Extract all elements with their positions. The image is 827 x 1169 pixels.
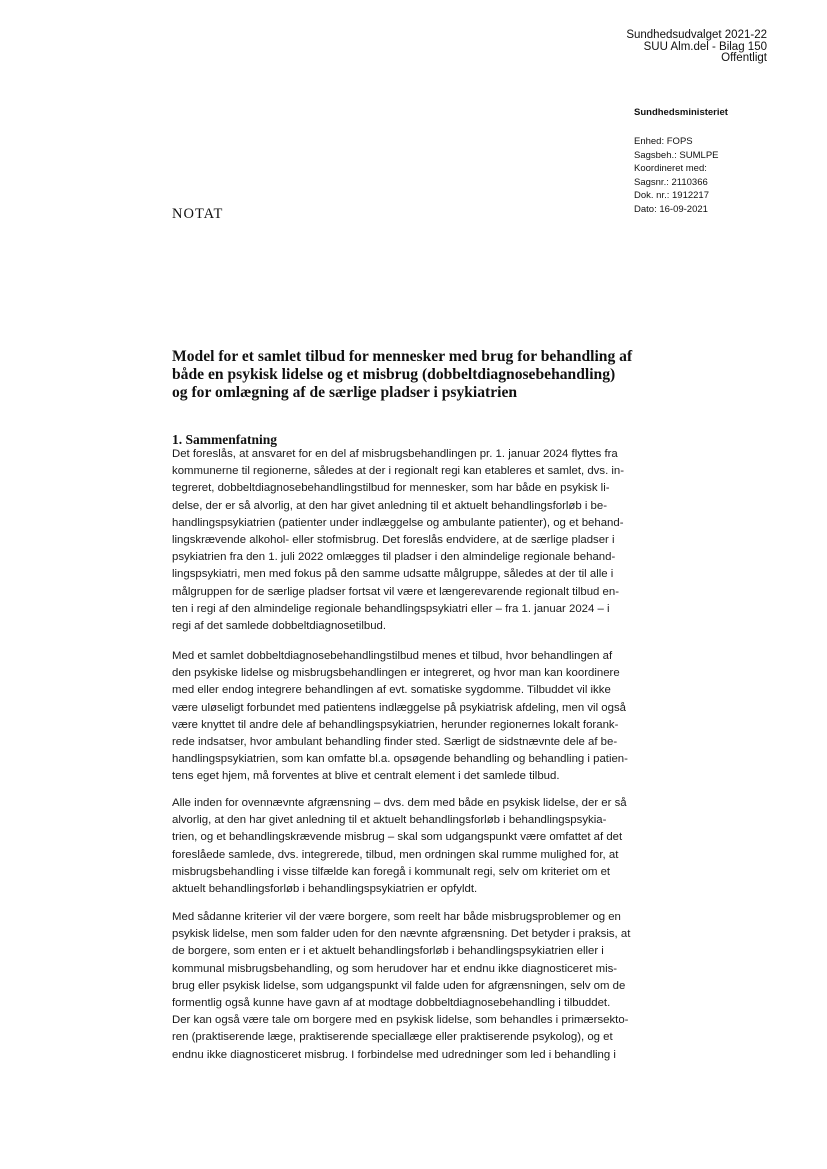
text-line: foreslåede samlede, dvs. integrerede, tilbud, men ordningen skal rumme mulighed for, at: [172, 848, 619, 861]
text-line: trien, og et behandlingskrævende misbrug – skal som udgangspunkt være omfattet af det: [172, 831, 623, 844]
text-line: være uløseligt forbundet med patientens indlæggelse på psykiatrisk afdeling, men vil også: [172, 701, 626, 714]
text-line: psykiatrien fra den 1. juli 2022 omlægges til pladser i den almindelige regionale behand-: [172, 551, 616, 564]
text-line: de borgere, som enten er i et aktuelt behandlingsforløb i behandlingspsykiatrien eller i: [172, 945, 604, 958]
paragraph-4: [172, 909, 630, 1064]
stamp-line-committee: Sundhedsudvalget 2021-22: [626, 29, 767, 41]
text-line: brug eller psykisk lidelse, som udgangspunkt vil falde uden for afgrænsningen, selv om de: [172, 979, 626, 992]
meta-date: Dato: 16-09-2021: [634, 203, 708, 215]
text-line: aktuelt behandlingsforløb i behandlingspsykiatrien er opfyldt.: [172, 883, 478, 896]
text-line: den psykiske lidelse og misbrugsbehandlingen er integreret, og hvor man kan koordinere: [172, 667, 620, 680]
text-line: delse, der er så alvorlig, at den har givet anledning til et aktuelt behandlingsforløb i be-: [172, 499, 608, 512]
paragraph-2: [172, 648, 628, 786]
text-line: være knyttet til andre dele af behandlingspsykiatrien, herunder regionernes lokalt forank-: [172, 718, 619, 731]
ministry-name: Sundhedsministeriet: [634, 107, 728, 118]
text-line: endnu ikke diagnosticeret misbrug. I forbindelse med udredninger som led i behandling i: [172, 1048, 616, 1061]
text-line: kommunal misbrugsbehandling, og som herudover har et endnu ikke diagnosticeret mis-: [172, 962, 618, 975]
title-line: og for omlægning af de særlige pladser i psykiatrien: [172, 384, 518, 401]
meta-case-number: Sagsnr.: 2110366: [634, 176, 708, 188]
stamp-line-public: Offentligt: [721, 52, 767, 64]
section-heading: 1. Sammenfatning: [172, 432, 278, 447]
text-line: målgruppen for de særlige pladser fortsat vil være et længerevarende regionalt tilbud en-: [172, 585, 620, 598]
text-line: med eller endog integrere behandlingen af evt. somatiske sygdomme. Tilbuddet vil ikke: [172, 684, 611, 697]
text-line: regi af det samlede dobbeltdiagnosetilbud.: [172, 620, 387, 633]
text-line: alvorlig, at den har givet anledning til et aktuelt behandlingsforløb i behandlingspsykia-: [172, 814, 607, 827]
paragraph-1: [172, 446, 624, 635]
text-line: ten i regi af den almindelige regionale behandlingspsykiatri eller – fra 1. januar 2024 – i: [172, 602, 610, 615]
text-line: Med et samlet dobbeltdiagnosebehandlingstilbud menes et tilbud, hvor behandlingen af: [172, 650, 613, 662]
text-line: rede indsatser, hvor ambulant behandling finder sted. Særligt de sidstnævnte dele af be-: [172, 736, 618, 749]
meta-coordinated: Koordineret med:: [634, 163, 707, 175]
paragraph-3: [172, 795, 627, 898]
text-line: lingskrævende alkohol- eller stofmisbrug. Det foreslås endvidere, at de særlige pladser i: [172, 534, 615, 547]
meta-unit: Enhed: FOPS: [634, 136, 693, 147]
text-line: misbrugsbehandling i visse tilfælde kan foregå i kommunalt regi, selv om kriteriet om et: [172, 865, 611, 878]
text-line: formentlig også kunne have gavn af at modtage dobbeltdiagnosebehandling i tilbuddet.: [172, 997, 611, 1010]
text-line: Med sådanne kriterier vil der være borgere, som reelt har både misbrugsproblemer og en: [172, 911, 621, 923]
text-line: handlingspsykiatrien, som kan omfatte bl.a. opsøgende behandling og behandling i patien-: [172, 753, 628, 766]
text-line: Alle inden for ovennævnte afgrænsning – dvs. dem med både en psykisk lidelse, der er så: [172, 797, 627, 809]
text-line: Det foreslås, at ansvaret for en del af misbrugsbehandlingen pr. 1. januar 2024 flyttes fra: [172, 448, 618, 460]
document-type: NOTAT: [172, 206, 224, 222]
text-line: kommunerne til regionerne, således at der i regionalt regi kan etableres et samlet, dvs. in-: [172, 465, 625, 478]
parliament-stamp: [626, 30, 767, 65]
title-line: både en psykisk lidelse og et misbrug (dobbeltdiagnosebehandling): [172, 366, 616, 383]
text-line: ren (praktiserende læge, praktiserende speciallæge eller praktiserende psykolog), og et: [172, 1031, 613, 1044]
text-line: lingspsykiatri, men med fokus på den samme udsatte målgruppe, således at der til alle i: [172, 568, 614, 581]
text-line: Der kan også være tale om borgere med en psykisk lidelse, som behandles i primærsekto-: [172, 1014, 629, 1027]
text-line: tegreret, dobbeltdiagnosebehandlingstilbud for mennesker, som har både en psykisk li-: [172, 482, 610, 495]
text-line: tens eget hjem, må forventes at blive et centralt element i det samlede tilbud.: [172, 770, 560, 783]
document-metadata: [634, 135, 719, 217]
stamp-line-appendix: SUU Alm.del - Bilag 150: [643, 40, 767, 53]
text-line: psykisk lidelse, men som falder uden for den nævnte afgrænsning. Det betyder i praksis, at: [172, 928, 631, 941]
document-title: [172, 348, 672, 402]
title-line: Model for et samlet tilbud for mennesker med brug for behandling af: [172, 348, 633, 365]
text-line: handlingspsykiatrien (patienter under indlæggelse og ambulante patienter), og et behand-: [172, 516, 624, 529]
meta-case-officer: Sagsbeh.: SUMLPE: [634, 149, 719, 161]
meta-document-number: Dok. nr.: 1912217: [634, 190, 709, 202]
